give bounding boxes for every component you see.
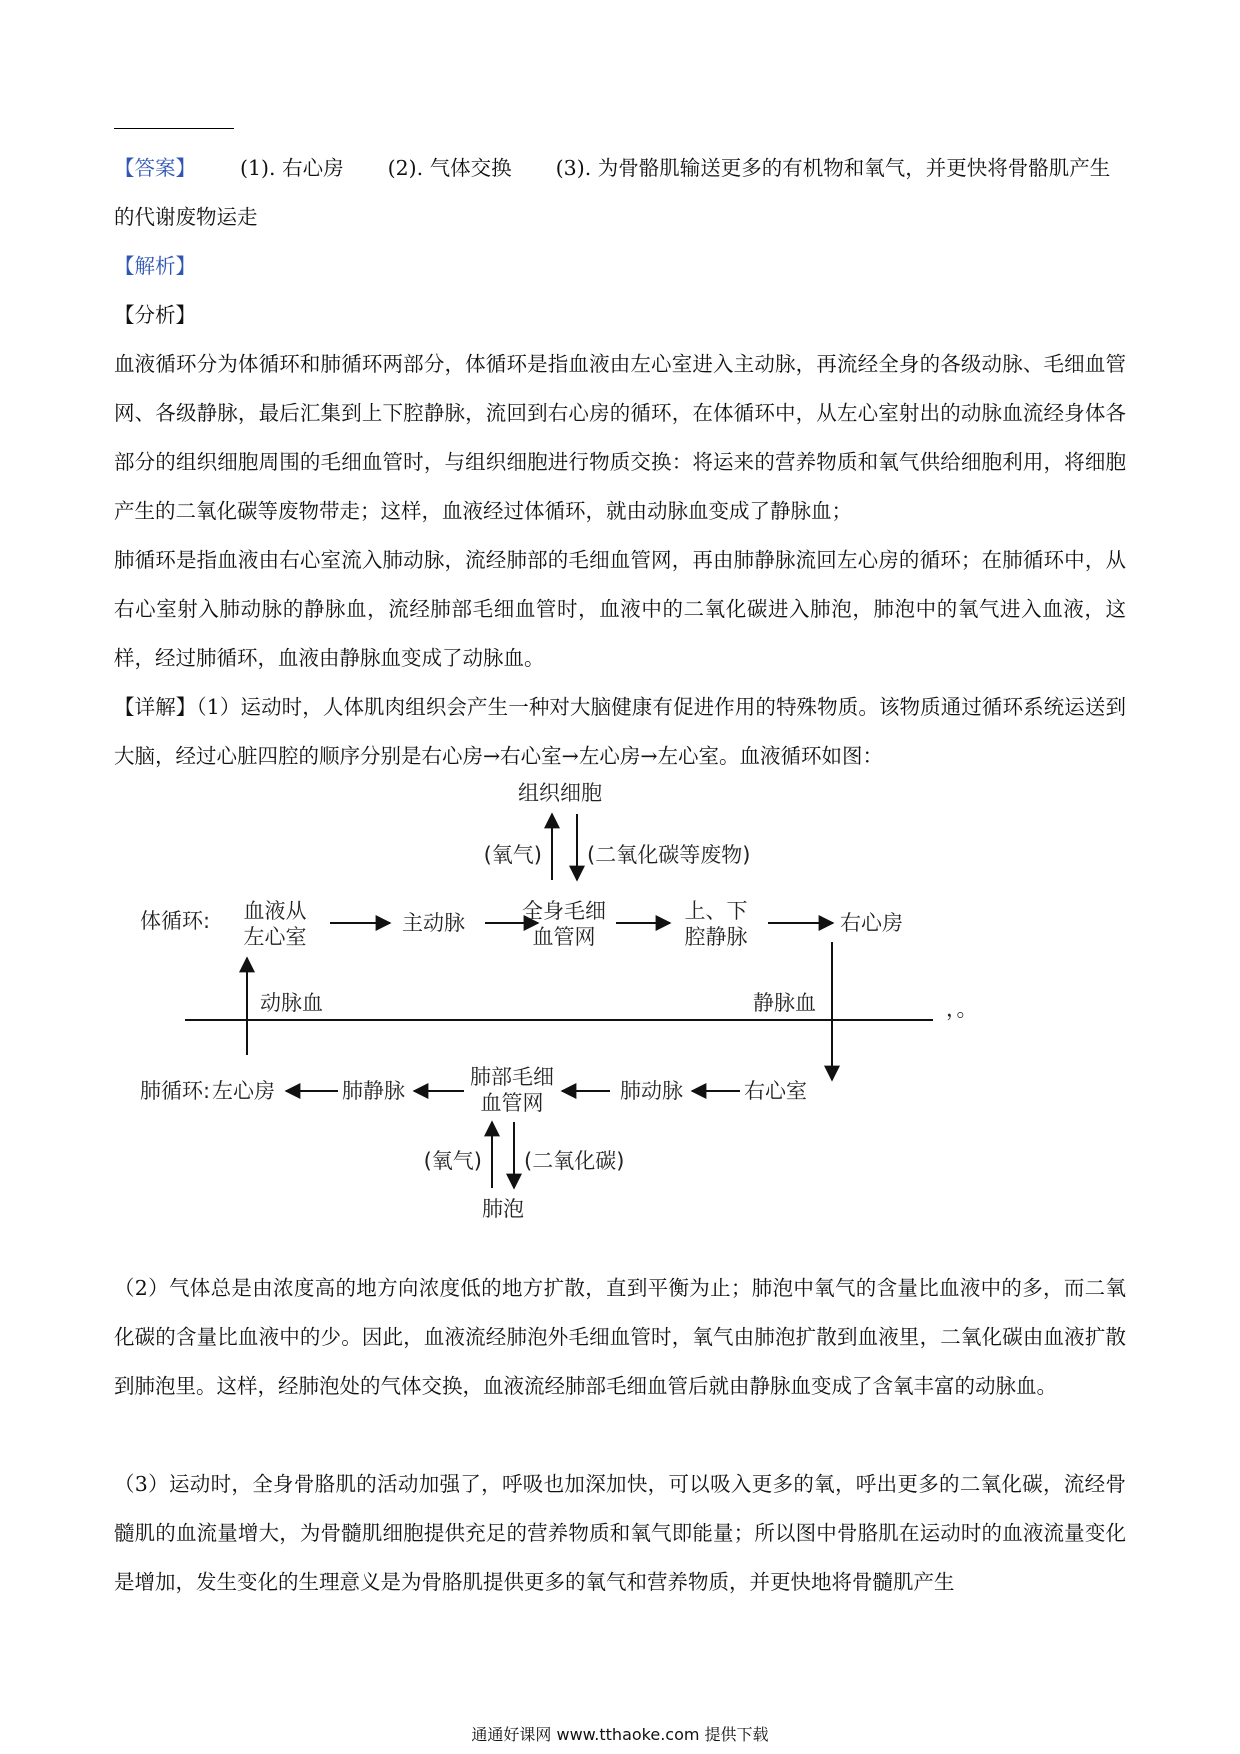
right-atrium-label: 右心房 <box>840 911 903 935</box>
answer-1: (1). 右心房 <box>240 156 344 180</box>
blood-circulation-diagram <box>140 770 1040 1260</box>
answer-line <box>114 144 1126 242</box>
fenxi-heading <box>114 291 1126 340</box>
fenxi-tag: 【分析】 <box>114 303 196 327</box>
answer-3: (3). 为骨骼肌输送更多的有机物和氧气，并更快将骨骼肌产生的代谢废物运走 <box>114 156 1111 229</box>
oxygen-top-label: (氧气) <box>483 843 542 867</box>
answer-tag: 【答案】 <box>114 156 196 180</box>
body-cap-line1: 全身毛细 <box>522 899 606 923</box>
lung-cap-line2: 血管网 <box>480 1091 544 1115</box>
co2-waste-label: (二氧化碳等废物) <box>587 843 751 867</box>
aorta-label: 主动脉 <box>402 911 465 935</box>
systemic-label: 体循环: <box>140 909 211 933</box>
pulm-artery-label: 肺动脉 <box>620 1079 683 1103</box>
body-cap-line2: 血管网 <box>532 925 596 949</box>
co2-label: (二氧化碳) <box>524 1149 625 1173</box>
pulmonary-label: 肺循环: <box>140 1079 211 1103</box>
venous-blood-label: 静脉血 <box>753 991 816 1015</box>
detail-paragraph-2: （2）气体总是由浓度高的地方向浓度低的地方扩散，直到平衡为止；肺泡中氧气的含量比血液中的多，而二氧化碳的含量比血液中的少。因此，血液流经肺泡外毛细血管时，氧气由肺泡扩散到血液里，二氧化碳由血液扩散到肺泡里。这样，经肺泡处的气体交换，血液流经肺部毛细血管后就由静脉血变成了含氧丰富的动脉血。 <box>114 1276 1126 1398</box>
alveoli-label: 肺泡 <box>482 1197 524 1221</box>
oxygen-bottom-label: (氧气) <box>423 1149 482 1173</box>
xiangjie-text: （1）运动时，人体肌肉组织会产生一种对大脑健康有促进作用的特殊物质。该物质通过循环系统运送到大脑，经过心脏四腔的顺序分别是右心房→右心室→左心房→左心室。血液循环如图： <box>114 695 1126 768</box>
analysis-paragraph-1: 血液循环分为体循环和肺循环两部分，体循环是指血液由左心室进入主动脉，再流经全身的各级动脉、毛细血管网、各级静脉，最后汇集到上下腔静脉，流回到右心房的循环，在体循环中，从左心室射出的动脉血流经身体各部分的组织细胞周围的毛细血管时，与组织细胞进行物质交换：将运来的营养物质和氧气供给细胞利用，将细胞产生的二氧化碳等废物带走；这样，血液经过体循环，就由动脉血变成了静脉血； <box>114 352 1126 523</box>
lung-cap-line1: 肺部毛细 <box>470 1065 554 1089</box>
xiangjie-tag: 【详解】 <box>114 695 197 719</box>
arterial-blood-label: 动脉血 <box>260 991 323 1015</box>
answer-2: (2). 气体交换 <box>387 156 512 180</box>
jiexi-heading <box>114 242 1126 291</box>
left-atrium-label: 左心房 <box>212 1079 275 1103</box>
detail-paragraph-3: （3）运动时，全身骨胳肌的活动加强了，呼吸也加深加快，可以吸入更多的氧，呼出更多的二氧化碳，流经骨髓肌的血流量增大，为骨髓肌细胞提供充足的营养物质和氧气即能量；所以图中骨胳肌在运动时的血液流量变化是增加，发生变化的生理意义是为骨胳肌提供更多的氧气和营养物质，并更快地将骨髓肌产生 <box>114 1472 1126 1594</box>
detail-paragraph-1 <box>114 683 1126 781</box>
vena-cava-line1: 上、下 <box>684 899 748 923</box>
analysis-paragraph-2: 肺循环是指血液由右心室流入肺动脉，流经肺部的毛细血管网，再由肺静脉流回左心房的循环；在肺循环中，从右心室射入肺动脉的静脉血，流经肺部毛细血管时，血液中的二氧化碳进入肺泡，肺泡中的氧气进入血液，这样，经过肺循环，血液由静脉血变成了动脉血。 <box>114 548 1126 670</box>
trailing-mark: ，。 <box>946 997 978 1021</box>
right-ventricle-label: 右心室 <box>744 1079 807 1103</box>
from-lv-line1: 血液从 <box>243 899 307 923</box>
jiexi-tag: 【解析】 <box>114 254 196 278</box>
from-lv-line2: 左心室 <box>243 925 307 949</box>
pulm-vein-label: 肺静脉 <box>342 1079 405 1103</box>
vena-cava-line2: 腔静脉 <box>684 925 748 949</box>
top-rule <box>114 128 234 129</box>
footer-text: 通通好课网 www.tthaoke.com 提供下载 <box>471 1725 769 1744</box>
tissue-cells-label: 组织细胞 <box>518 781 602 805</box>
